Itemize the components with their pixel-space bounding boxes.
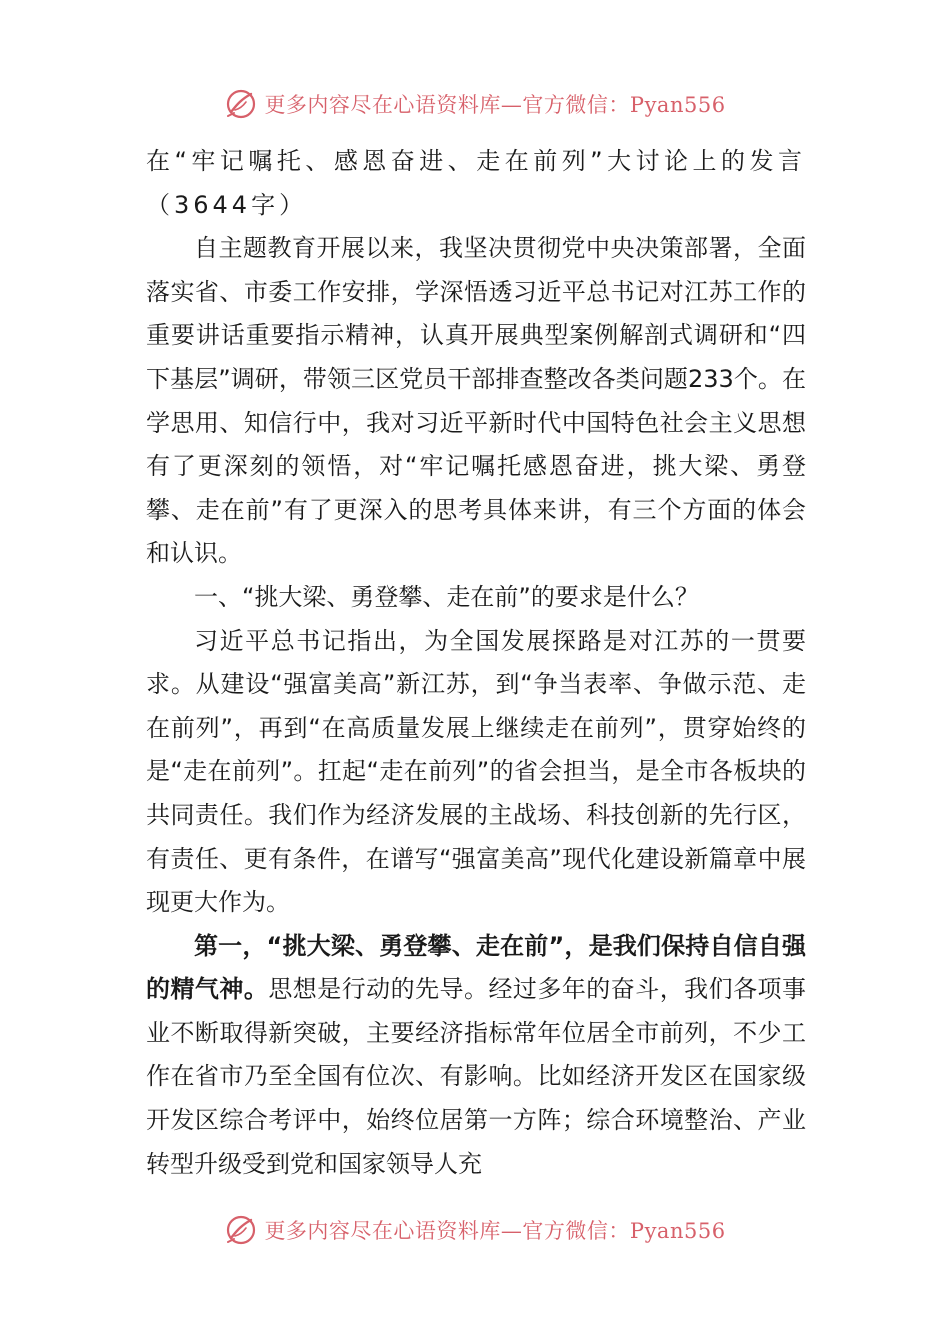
watermark-header xyxy=(0,84,950,124)
watermark-text: 更多内容尽在心语资料库—官方微信：Pyan556 xyxy=(264,93,726,117)
document-body xyxy=(146,140,806,1186)
bold-lead-sentence: 第一，“挑大梁、勇登攀、走在前”，是我们保持自信自强的精气神。 xyxy=(146,931,806,1004)
paragraph-text: 思想是行动的先导。经过多年的奋斗，我们各项事业不断取得新突破，主要经济指标常年位居全市前列，不少工作在省市乃至全国有位次、有影响。比如经济开发区在国家级开发区综合考评中，始终位居第一方阵；综合环境整治、产业转型升级受到党和国家领导人充 xyxy=(146,975,807,1178)
paragraph xyxy=(146,925,806,1187)
pen-signature-logo-icon xyxy=(224,86,260,122)
section-heading: 一、“挑大梁、勇登攀、走在前”的要求是什么？ xyxy=(194,582,699,611)
pen-signature-logo-icon xyxy=(224,1212,260,1248)
document-title: 在“牢记嘱托、感恩奋进、走在前列”大讨论上的发言（3644字） xyxy=(146,147,806,219)
watermark-footer xyxy=(0,1210,950,1250)
paragraph: 自主题教育开展以来，我坚决贯彻党中央决策部署，全面落实省、市委工作安排，学深悟透习近平总书记对江苏工作的重要讲话重要指示精神，认真开展典型案例解剖式调研和“四下基层”调研，带领三区党员干部排查整改各类问题233个。在学思用、知信行中，我对习近平新时代中国特色社会主义思想有了更深刻的领悟，对“牢记嘱托感恩奋进，挑大梁、勇登攀、走在前”有了更深入的思考具体来讲，有三个方面的体会和认识。 xyxy=(146,234,806,568)
watermark-text: 更多内容尽在心语资料库—官方微信：Pyan556 xyxy=(264,1219,726,1243)
paragraph: 习近平总书记指出，为全国发展探路是对江苏的一贯要求。从建设“强富美高”新江苏，到“争当表率、争做示范、走在前列”，再到“在高质量发展上继续走在前列”，贯穿始终的是“走在前列”。扛起“走在前列”的省会担当，是全市各板块的共同责任。我们作为经济发展的主战场、科技创新的先行区，有责任、更有条件，在谱写“强富美高”现代化建设新篇章中展现更大作为。 xyxy=(146,626,806,917)
